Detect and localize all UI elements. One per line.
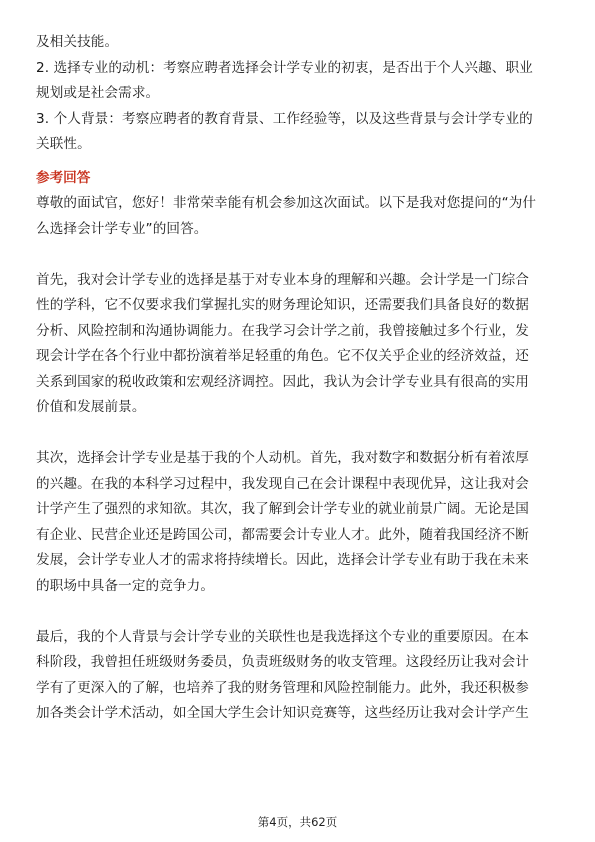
criteria-item-line: 规划或是社会需求。 [36, 85, 160, 101]
paragraph-line: 加各类会计学术活动，如全国大学生会计知识竞赛等，这些经历让我对会计学产生 [36, 705, 529, 721]
page-number-footer: 第4页，共62页 [257, 815, 338, 829]
paragraph-line: 现会计学在各个行业中都扮演着举足轻重的角色。它不仅关乎企业的经济效益，还 [36, 348, 529, 364]
paragraph-line: 科阶段，我曾担任班级财务委员，负责班级财务的收支管理。这段经历让我对会计 [36, 654, 529, 670]
criteria-item-background [36, 107, 560, 158]
paragraph-line: 分析、风险控制和沟通协调能力。在我学习会计学之前，我曾接触过多个行业，发 [36, 322, 529, 339]
answer-paragraph-first [36, 268, 560, 421]
paragraph-line: 价值和发展前景。 [36, 399, 146, 415]
document-page [36, 30, 560, 727]
paragraph-line: 的兴趣。在我的本科学习过程中，我发现自己在会计课程中表现优异，这让我对会 [36, 475, 529, 492]
paragraph-line: 的职场中具备一定的竞争力。 [36, 577, 215, 594]
paragraph-gap [36, 242, 560, 268]
paragraph-gap [36, 599, 560, 625]
criteria-continued-line: 及相关技能。 [36, 34, 119, 50]
reference-answer-heading: 参考回答 [36, 169, 91, 186]
paragraph-line: 发展，会计学专业人才的需求将持续增长。因此，选择会计学专业有助于我在未来 [36, 552, 529, 568]
criteria-item-line: 关联性。 [36, 136, 91, 152]
criteria-item-motivation [36, 56, 560, 107]
paragraph-line: 计学产生了强烈的求知欲。其次，我了解到会计学专业的就业前景广阔。无论是国 [36, 501, 529, 517]
paragraph-line: 么选择会计学专业”的回答。 [36, 220, 208, 237]
answer-intro-paragraph [36, 191, 560, 242]
answer-paragraph-third [36, 625, 560, 727]
paragraph-gap [36, 421, 560, 447]
paragraph-line: 首先，我对会计学专业的选择是基于对专业本身的理解和兴趣。会计学是一门综合 [36, 271, 529, 288]
paragraph-line: 最后，我的个人背景与会计学专业的关联性也是我选择这个专业的重要原因。在本 [36, 628, 529, 645]
paragraph-line: 其次，选择会计学专业是基于我的个人动机。首先，我对数字和数据分析有着浓厚 [36, 450, 529, 466]
criteria-item-line: 3. 个人背景：考察应聘者的教育背景、工作经验等，以及这些背景与会计学专业的 [36, 110, 533, 127]
paragraph-line: 尊敬的面试官，您好！非常荣幸能有机会参加这次面试。以下是我对您提问的“为什 [36, 195, 537, 211]
paragraph-line: 学有了更深入的了解，也培养了我的财务管理和风险控制能力。此外，我还积极参 [36, 679, 529, 696]
criteria-item-line: 2. 选择专业的动机：考察应聘者选择会计学专业的初衷，是否出于个人兴趣、职业 [36, 59, 533, 76]
answer-paragraph-second [36, 446, 560, 599]
paragraph-line: 关系到国家的税收政策和宏观经济调控。因此，我认为会计学专业具有很高的实用 [36, 373, 529, 390]
paragraph-line: 有企业、民营企业还是跨国公司，都需要会计专业人才。此外，随着我国经济不断 [36, 526, 529, 543]
paragraph-line: 性的学科，它不仅要求我们掌握扎实的财务理论知识，还需要我们具备良好的数据 [36, 297, 529, 313]
